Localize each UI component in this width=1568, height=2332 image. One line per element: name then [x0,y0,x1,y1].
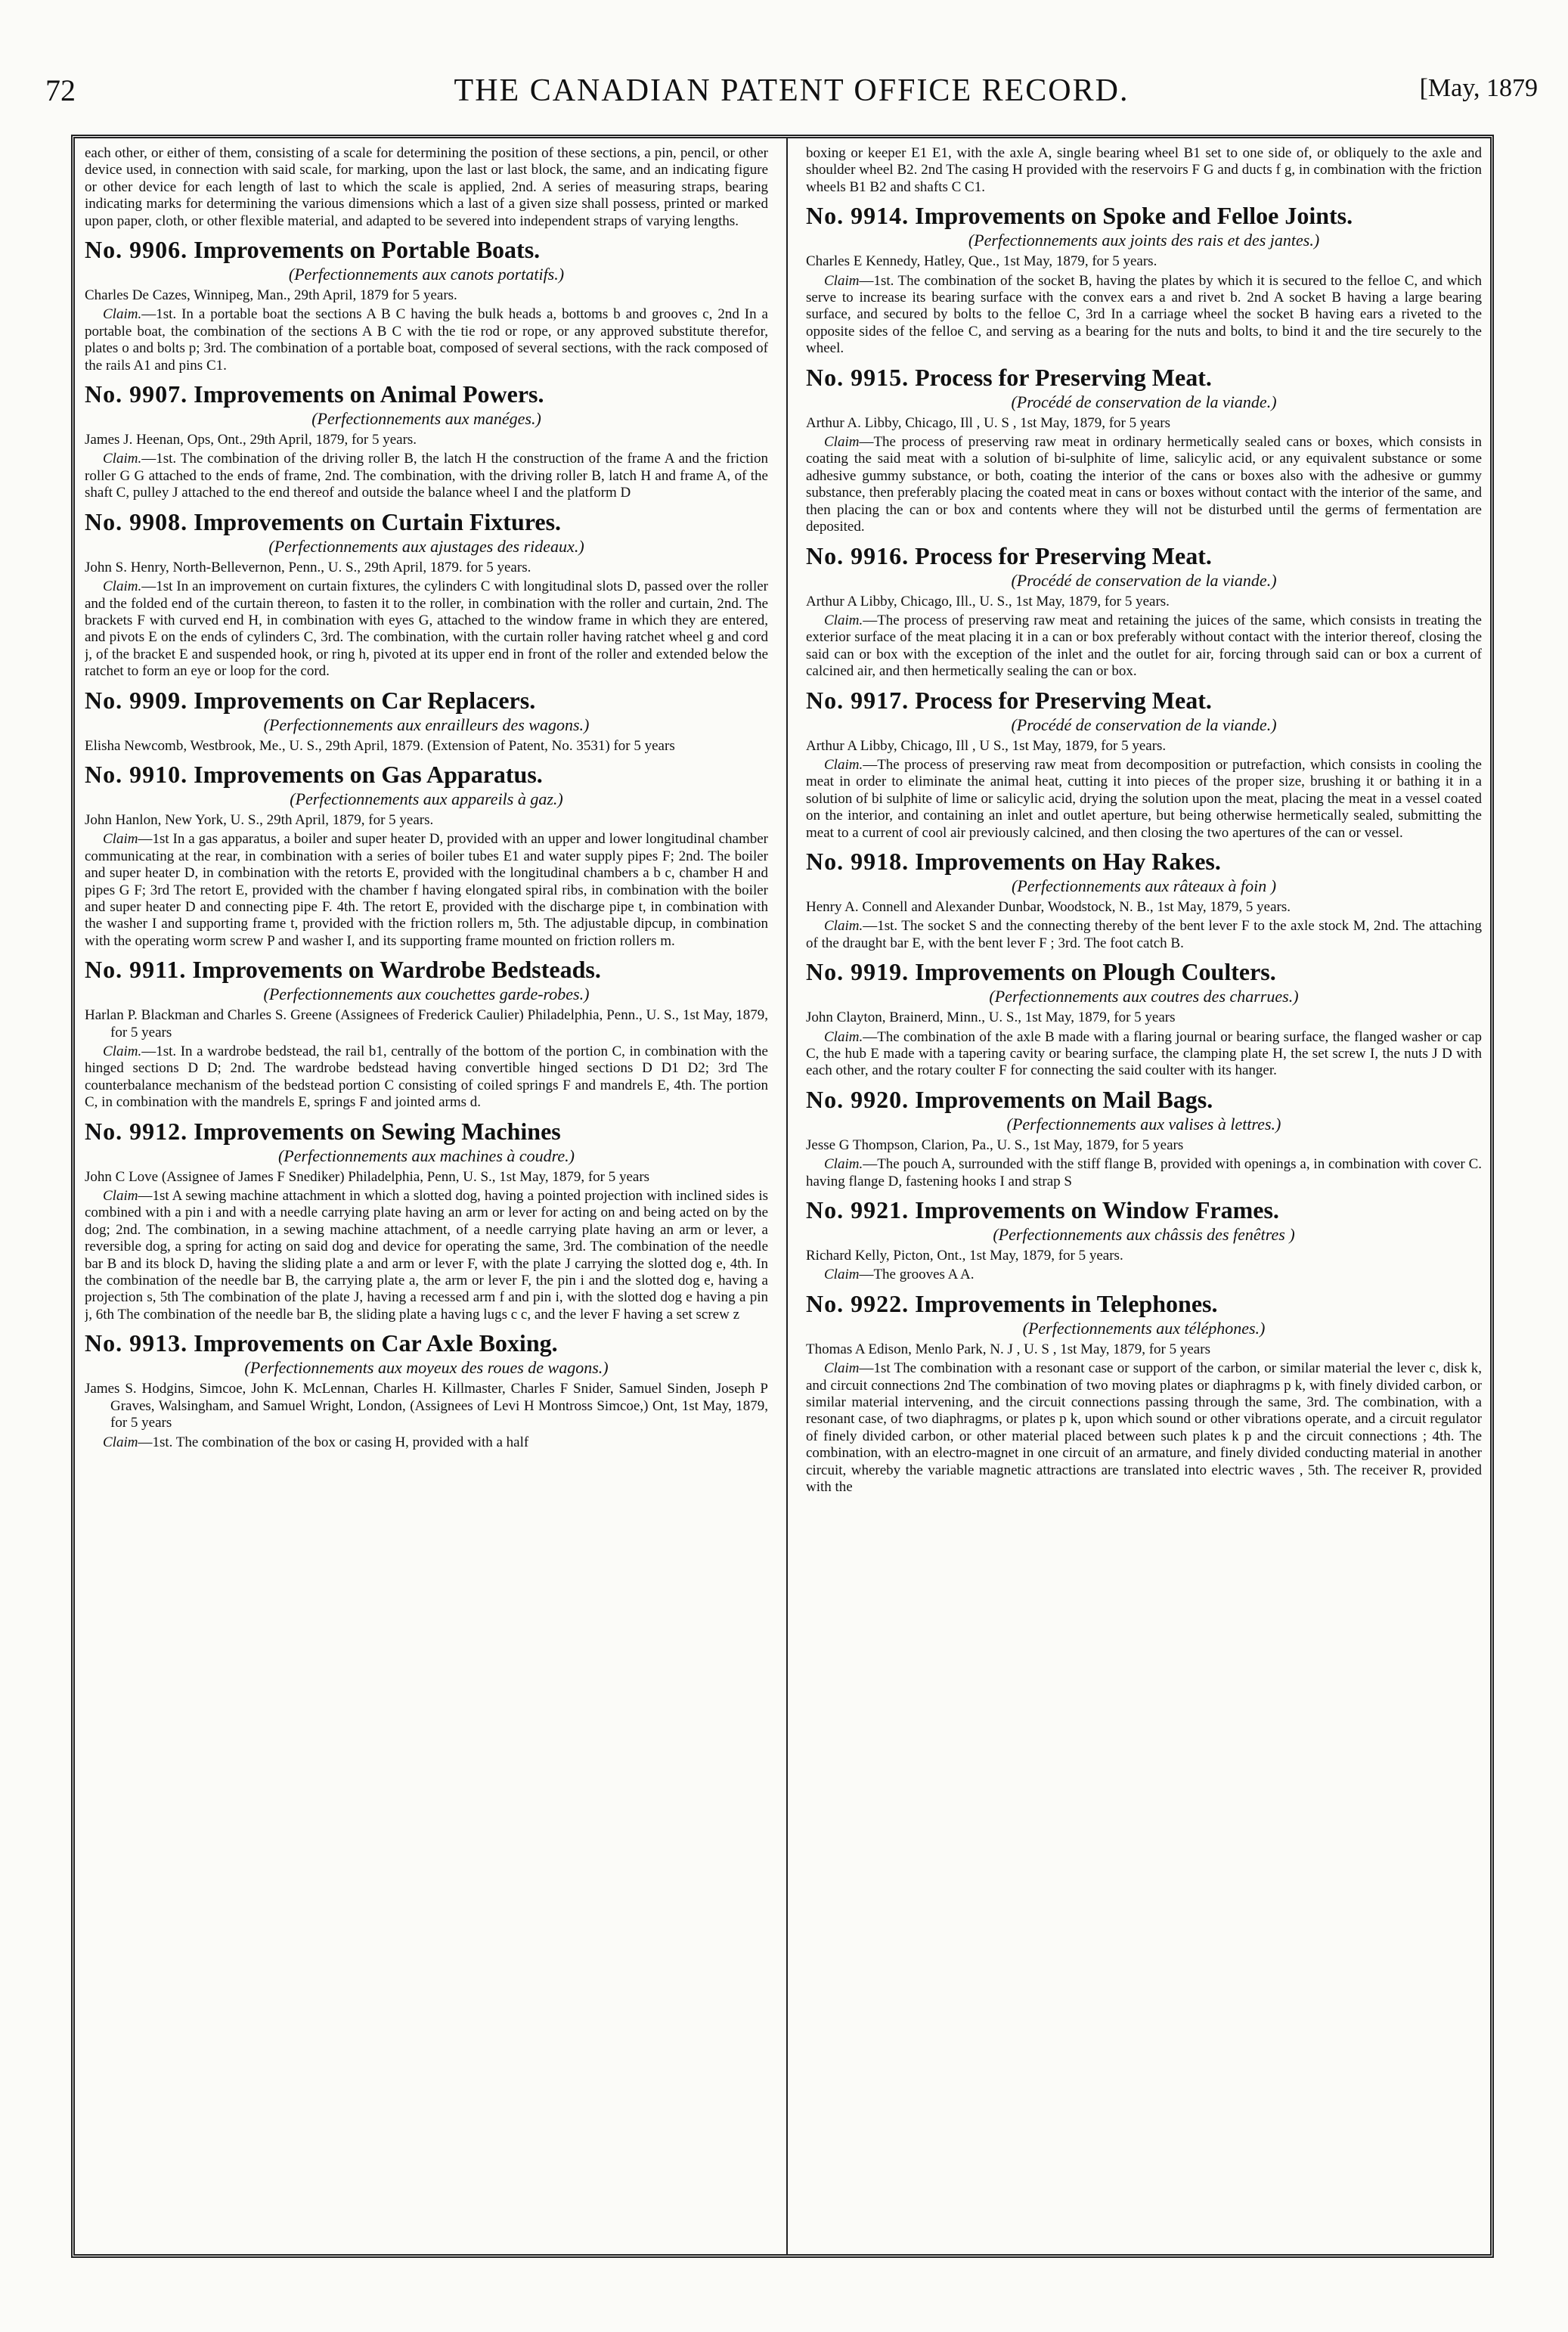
patent-title: Improvements on Plough Coulters. [915,958,1276,986]
continued-claim: boxing or keeper E1 E1, with the axle A, single bearing wheel B1 set to one side of, or obliquely to the axle and shoulder wheel B2. 2nd The casing H provided with the reservoirs F G and ducts f g, in combination with the friction wheels B1 B2 and shafts C C1. [806,145,1482,195]
french-title: (Perfectionnements aux machines à coudre.) [277,1146,575,1165]
right-column [806,145,1482,2247]
claim-text [85,831,768,950]
claim-label: Claim [824,1360,860,1377]
applicant-line: Richard Kelly, Picton, Ont., 1st May, 1879, for 5 years. [806,1248,1123,1264]
claim-text [806,918,1482,952]
patent-entry [85,1118,768,1324]
entry-heading [85,761,768,788]
entry-heading [806,1290,1482,1317]
patent-entry [806,1196,1482,1284]
french-title: (Perfectionnements aux manéges.) [311,409,541,429]
patent-number: No. 9911. [85,956,187,984]
patent-number: No. 9914. [806,202,910,230]
patent-title: Improvements in Telephones. [915,1289,1218,1317]
page-header [45,73,1538,118]
patent-number: No. 9922. [806,1289,910,1317]
entry-heading [85,956,768,983]
patent-title: Improvements on Car Axle Boxing. [194,1329,558,1357]
claim-text [85,306,768,374]
french-title: (Perfectionnements aux coutres des charrues.) [989,987,1299,1006]
claim-label: Claim. [103,578,142,595]
patent-entry [85,761,768,950]
applicant-line: James S. Hodgins, Simcoe, John K. McLennan, Charles H. Killmaster, Charles F Snider, Samuel Sinden, Joseph P Graves, Walsingham, and Samuel Wright, London, (Assignees of Levi H Montross Simcoe,) Ont, 1st May, 1879, for 5 years [85,1381,768,1431]
applicant-line: John Clayton, Brainerd, Minn., U. S., 1st May, 1879, for 5 years [806,1009,1176,1026]
claim-label: Claim. [103,451,142,467]
patent-number: No. 9910. [85,760,188,788]
french-title: (Perfectionnements aux moyeux des roues de wagons.) [244,1358,609,1378]
claim-label: Claim [824,434,860,451]
patent-title: Improvements on Hay Rakes. [915,847,1221,875]
claim-body: —1st. In a portable boat the sections A B C having the bulk heads a, bottoms b and grooves c, 2nd In a portable boat, the combination of the sections A B C with the tie rod or rope, or any approved substitute therefor, plates o and bolts p; 3rd. The combination of a portable boat, composed of several sections, with the rack composed of the rails A1 and pins C1. [85,306,768,374]
claim-text [85,451,768,501]
claim-text [806,612,1482,681]
patent-entry [85,687,768,755]
column-divider [786,138,788,2255]
patent-number: No. 9921. [806,1196,910,1224]
claim-text [806,1156,1482,1190]
patent-entry [806,1290,1482,1496]
applicant-line: Arthur A Libby, Chicago, Ill , U S., 1st May, 1879, for 5 years. [806,737,1167,754]
applicant-line: Harlan P. Blackman and Charles S. Greene (Assignees of Frederick Caulier) Philadelphia, Penn., U. S., 1st May, 1879, for 5 years [85,1007,768,1040]
french-title: (Perfectionnements aux ajustages des rideaux.) [268,536,584,556]
patent-entry [806,958,1482,1080]
patent-number: No. 9913. [85,1329,188,1357]
claim-body: —1st. The combination of the driving roller B, the latch H the construction of the frame A and the friction roller G G attached to the ends of frame, 2nd. The combination, with the driving roller B, latch H and frame A, of the shaft C, pulley J attached to the end thereof and outside the balance wheel I and the platform D [85,451,768,501]
claim-label: Claim. [824,1028,863,1045]
claim-label: Claim. [824,612,863,628]
applicant-line: James J. Heenan, Ops, Ont., 29th April, 1879, for 5 years. [85,432,417,448]
applicant-line: Charles E Kennedy, Hatley, Que., 1st May, 1879, for 5 years. [806,253,1157,270]
patent-entry [806,848,1482,952]
claim-body: —1st In a gas apparatus, a boiler and super heater D, provided with an upper and lower longitudinal chamber communicating at the rear, in combination with a series of boiler tubes E1 and water supply pipes F; 2nd. The boiler and super heater D, in combination with the retorts E, provided with the longitudinal chambers a b c, chamber H and pipes G F; 3rd The retort E, provided with the chamber f having elongated spiral ribs, in combination with the boiler and super heater D and connecting pipe F. 4th. The retort E, provided with the discharge pipe t, in combination with the washer I and supporting frame t, provided with the friction rollers m, 5th. The adjustable dipcup, in combination with the operating worm screw P and washer I, and its supporting frame mounted on friction rollers m. [85,831,768,949]
claim-label: Claim [103,831,138,848]
applicant-line: Jesse G Thompson, Clarion, Pa., U. S., 1st May, 1879, for 5 years [806,1137,1184,1153]
french-title: (Perfectionnements aux téléphones.) [1022,1318,1266,1338]
claim-label: Claim. [103,306,142,323]
entry-heading [806,1086,1482,1113]
french-title: (Perfectionnements aux appareils à gaz.) [290,789,563,808]
claim-body: —The process of preserving raw meat in ordinary hermetically sealed cans or boxes, which consists in coating the said meat with a solution of bi-sulphite of lime, salicylic acid, or any equivalent substance or some adhesive gummy substance, or both, coating the interior of the cans or boxes also with the adhesive or gummy substance, then preferably placing the coated meat in cans or boxes without contact with the interior of the same, and then placing the can or box and contents where they will not be disturbed until the germs of fermentation are deposited. [806,434,1482,535]
patent-title: Improvements on Mail Bags. [915,1085,1213,1113]
patent-title: Improvements on Gas Apparatus. [194,760,543,788]
french-title: (Perfectionnements aux couchettes garde-robes.) [263,985,590,1004]
patent-title: Improvements on Animal Powers. [194,380,544,408]
french-title: (Perfectionnements aux valises à lettres.) [1006,1114,1281,1133]
applicant-line: Arthur A. Libby, Chicago, Ill , U. S , 1st May, 1879, for 5 years [806,414,1170,431]
patent-number: No. 9917. [806,686,910,714]
entry-heading [806,202,1482,229]
claim-label: Claim. [824,1156,863,1173]
patent-entry [806,542,1482,681]
patent-number: No. 9909. [85,686,188,714]
entry-heading [85,508,768,535]
issue-date: [May, 1879 [1419,74,1538,102]
running-title: THE CANADIAN PATENT OFFICE RECORD. [454,73,1130,108]
patent-entry [85,380,768,502]
claim-label: Claim [103,1434,138,1450]
claim-body: —The pouch A, surrounded with the stiff flange B, provided with openings a, in combination with cover C. having flange D, fastening hooks I and strap S [806,1156,1482,1189]
entry-heading [85,1329,768,1357]
french-title: (Perfectionnements aux joints des rais et des jantes.) [968,231,1320,250]
patent-entry [806,202,1482,357]
claim-body: —1st In an improvement on curtain fixtures, the cylinders C with longitudinal slots D, passed over the roller and the folded end of the curtain thereon, to fasten it to the roller, in combination with the roller and curtain, 2nd. The brackets F with curved end H, in combination with eyes G, attached to the window frame in which they are entered, and pivots E on the ends of cylinders C, 3rd. The combination, with the curtain roller having ratchet wheel g and cord j, of the bracket E and suspended hook, or ring h, pivoted at its upper end in front of the roller and extended below the ratchet to form an eye or loop for the cord. [85,578,768,680]
patent-title: Improvements on Car Replacers. [194,686,536,714]
patent-title: Improvements on Curtain Fixtures. [194,507,562,535]
claim-label: Claim. [824,756,863,773]
claim-label: Claim [824,1267,860,1283]
claim-text [806,1267,1482,1283]
french-title: (Perfectionnements aux enrailleurs des wagons.) [263,715,590,734]
claim-body: —The process of preserving raw meat from decomposition or putrefaction, which consists in cooling the meat in order to eliminate the animal heat, cutting it into pieces of the proper size, brushing it or bathing it in a solution of bi sulphite of lime or salicylic acid, drying the solution upon the meat, placing the meat in a vessel coated on the interior, and containing an inlet and outlet aperture, but being otherwise hermetically sealed, submitting the meat to a current of cool air previously calcined, and then closing the two apertures of the can or vessel. [806,756,1482,841]
patent-number: No. 9920. [806,1085,910,1113]
french-title: (Procédé de conservation de la viande.) [1011,715,1277,734]
patent-number: No. 9908. [85,507,188,535]
patent-entry [85,956,768,1111]
claim-body: —1st. The combination of the socket B, having the plates by which it is secured to the felloe C, and which serve to increase its bearing surface with the convex ears a and rivet b. 2nd A socket B having a large bearing surface, and secured by bolts to the felloe C, 3rd In a carriage wheel the socket B having ears a riveted to the opposite sides of the felloe C, and serving as a bearing for the nuts and bolts, to bind it and the tire securely to the wheel. [806,272,1482,357]
entry-heading [85,1118,768,1145]
claim-label: Claim. [824,918,863,935]
french-title: (Perfectionnements aux canots portatifs.) [288,265,565,284]
entry-heading [806,542,1482,569]
patent-title: Process for Preserving Meat. [915,686,1212,714]
patent-entry [806,1086,1482,1190]
claim-text [85,1044,768,1112]
patent-title: Process for Preserving Meat. [915,541,1212,569]
entry-heading [806,687,1482,714]
claim-text [806,757,1482,842]
patent-entry [806,687,1482,842]
claim-text [806,434,1482,535]
claim-body: —The process of preserving raw meat and retaining the juices of the same, which consists in treating the exterior surface of the meat placing it in a can or box preferably without contact with the interior thereof, closing the said can or box with the exception of the inlet and the outlet for air, forcing through said can or box a current of calcined air, and then hermetically sealing the can or box. [806,612,1482,680]
applicant-line: Thomas A Edison, Menlo Park, N. J , U. S , 1st May, 1879, for 5 years [806,1341,1210,1357]
patent-title: Improvements on Portable Boats. [194,236,541,264]
french-title: (Procédé de conservation de la viande.) [1011,570,1277,590]
claim-body: —The grooves A A. [859,1267,975,1283]
patent-title: Improvements on Wardrobe Bedsteads. [192,956,601,984]
entry-heading [85,236,768,263]
patent-number: No. 9919. [806,958,910,986]
applicant-line: John C Love (Assignee of James F Snediker) Philadelphia, Penn, U. S., 1st May, 1879, for 5 years [85,1168,650,1185]
claim-text [85,1434,768,1451]
applicant-line: John S. Henry, North-Bellevernon, Penn., U. S., 29th April, 1879. for 5 years. [85,559,531,575]
patent-title: Improvements on Spoke and Felloe Joints. [915,202,1353,230]
entry-heading [806,1196,1482,1223]
patent-entry [806,364,1482,536]
patent-number: No. 9918. [806,847,910,875]
claim-text [806,1029,1482,1080]
claim-body: —1st. The combination of the box or casing H, provided with a half [138,1434,529,1450]
patent-title: Improvements on Sewing Machines [194,1117,561,1145]
claim-label: Claim. [103,1044,142,1059]
claim-text [85,1188,768,1323]
page-number: 72 [45,73,76,107]
patent-entry [85,508,768,681]
left-column [85,145,768,2247]
continued-claim: each other, or either of them, consisting of a scale for determining the position of these sections, a pin, pencil, or other device used, in connection with said scale, for marking, upon the last or last block, the same, and an indicating figure or other device for each length of last to which the scale is applied, 2nd. A series of measuring straps, bearing indicating marks for determining the various dimensions which a last of a given size shall possess, printed or marked upon paper, cloth, or other flexible material, and adapted to be severed into independent straps of varying lengths. [85,145,768,229]
claim-body: —1st. In a wardrobe bedstead, the rail b1, centrally of the bottom of the portion C, in combination with the hinged sections D D; 2nd. The wardrobe bedstead having convertible hinged sections D D1 D2; 3rd The counterbalance mechanism of the bedstead portion C consisting of coiled springs F and mandrels E, 4th. The portion C, in combination with the mandrels E, springs F and jointed arms d. [85,1044,768,1111]
french-title: (Perfectionnements aux râteaux à foin ) [1011,876,1277,895]
patent-title: Process for Preserving Meat. [915,363,1212,391]
claim-body: —1st A sewing machine attachment in which a slotted dog, having a pointed projection with inclined sides is combined with a pin i and with a needle carrying plate having an arm or lever for acting on and being acted on by the dog; 2nd. The combination, in a sewing machine attachment, of a needle carrying plate having an arm or lever, a reversible dog, a spring for acting on said dog and device for operating the same, 3rd. The combination of the needle bar B and its block D, having the sliding plate a and arm or lever F, with the plate J carrying the slotted dog e, 4th. In the combination of the needle bar B, the carrying plate a, the arm or lever F, the pin i and the slotted dog e, having a projection s, 5th The combination of the plate J, having a recessed arm f and pin i, with the slotted dog e having a pin j, 6th The combination of the needle bar B, the sliding plate a having lugs c c, and the lever F having a set screw z [85,1188,768,1323]
patent-number: No. 9915. [806,363,910,391]
entry-heading [806,364,1482,391]
claim-body: —The combination of the axle B made with a flaring journal or bearing surface, the flanged washer or cap C, the hub E made with a tapering cavity or bearing surface, the clamping plate H, the set screw I, the nuts J D with each other, and the rotary coulter F for connecting the said coulter with its hanger. [806,1028,1482,1079]
claim-text [806,1360,1482,1496]
claim-body: —1st. The socket S and the connecting thereby of the bent lever F to the axle stock M, 2nd. The attaching of the draught bar E, with the bent lever F ; 3rd. The foot catch B. [806,918,1482,951]
applicant-line: John Hanlon, New York, U. S., 29th April, 1879, for 5 years. [85,811,434,828]
patent-entry [85,1329,768,1451]
french-title: (Procédé de conservation de la viande.) [1011,392,1277,411]
applicant-line: Arthur A Libby, Chicago, Ill., U. S., 1st May, 1879, for 5 years. [806,593,1170,609]
claim-label: Claim [824,272,860,289]
entry-heading [85,687,768,714]
applicant-line: Henry A. Connell and Alexander Dunbar, Woodstock, N. B., 1st May, 1879, 5 years. [806,898,1291,915]
entry-heading [806,958,1482,985]
applicant-line: Elisha Newcomb, Westbrook, Me., U. S., 29th April, 1879. (Extension of Patent, No. 3531) for 5 years [85,737,675,754]
claim-text [85,578,768,680]
entry-heading [85,380,768,408]
claim-label: Claim [103,1188,138,1205]
patent-number: No. 9906. [85,236,188,264]
patent-title: Improvements on Window Frames. [915,1196,1279,1224]
patent-number: No. 9907. [85,380,188,408]
patent-entry [85,236,768,374]
claim-text [806,273,1482,358]
claim-body: —1st The combination with a resonant case or support of the carbon, or similar material the lever c, disk k, and circuit connections 2nd The combination of two moving plates or diaphragms p k, with finely divided carbon, or similar material intervening, and the circuit connections passing through the same, 3rd. The combination, with a resonant case, of two diaphragms, or plates p k, upon which sound or other vibrations operate, and a circuit regulator of finely divided carbon, or other material placed between such plates k p and the circuit connections ; 4th. The combination, with an electro-magnet in one circuit of an armature, and finely divided conducting material in another circuit, whereby the variable magnetic attractions are translated into electric waves , 5th. The receiver R, provided with the [806,1360,1482,1496]
patent-number: No. 9912. [85,1117,188,1145]
patent-number: No. 9916. [806,541,910,569]
applicant-line: Charles De Cazes, Winnipeg, Man., 29th April, 1879 for 5 years. [85,287,457,304]
entry-heading [806,848,1482,875]
french-title: (Perfectionnements aux châssis des fenêtres ) [993,1225,1295,1245]
